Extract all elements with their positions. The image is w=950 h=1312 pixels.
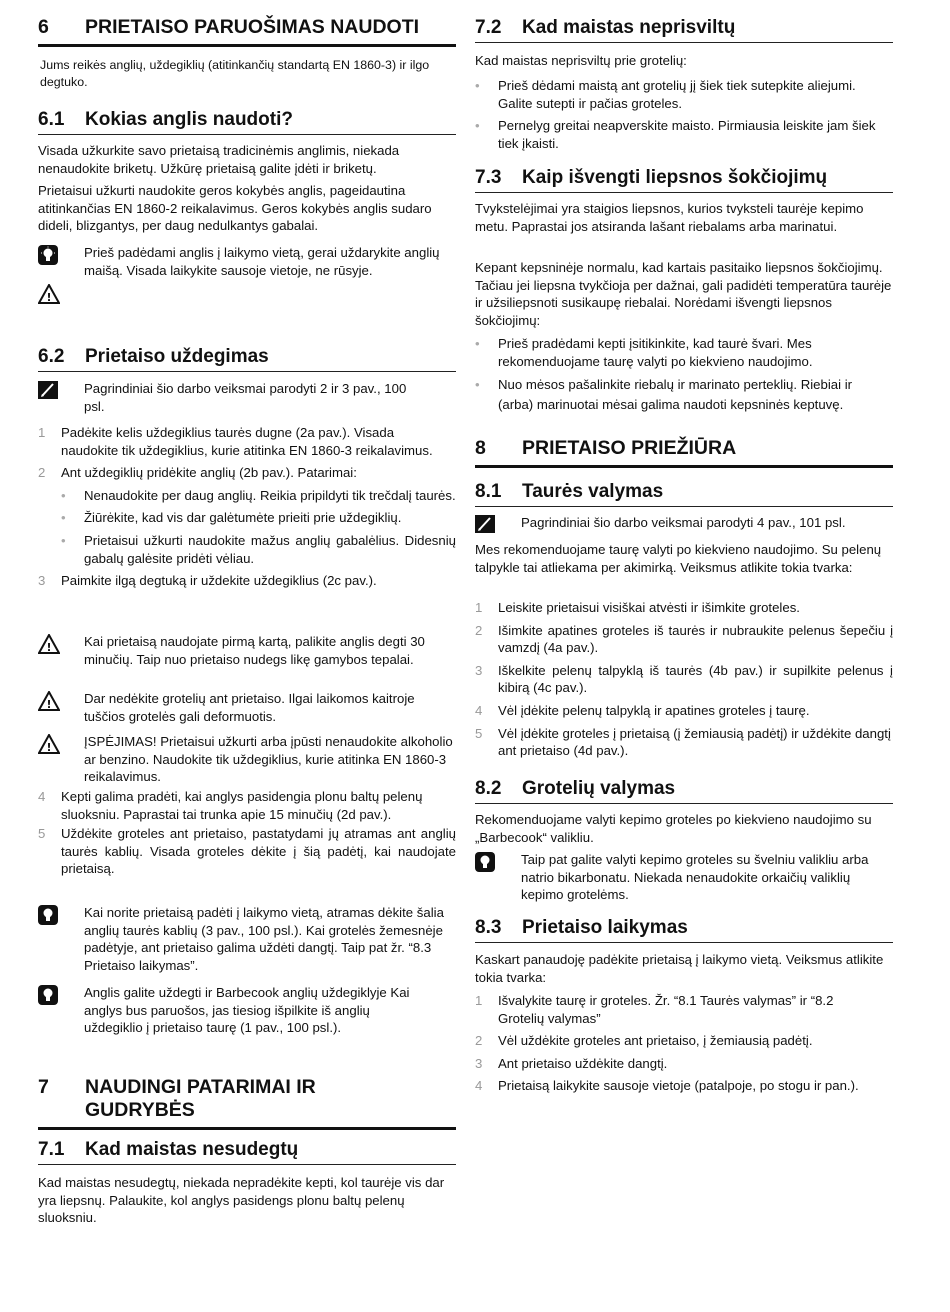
lightbulb-icon [38,904,84,974]
section-6-2-steps [38,424,456,590]
svg-text:!: ! [46,291,52,304]
section-7-heading: 7 NAUDINGI PATARIMAI IR GUDRYBĖS [38,1076,456,1130]
lightbulb-icon [38,984,84,1037]
section-8-2-heading: 8.2 Grotelių valymas [475,777,893,804]
svg-text:!: ! [46,741,52,754]
step-4: 4 Kepti galima pradėti, kai anglys pasidengia plonu baltų pelenų sluoksniu. Paprastai tai trunka apie 15 minučių (2d pav.). [38,789,423,822]
warning-icon [38,633,84,668]
warning-1: ! Kai prietaisą naudojate pirmą kartą, palikite anglis degti 30 minučių. Taip nuo prietaiso nudegs likę gamybos tepalai. [38,633,456,668]
section-6-1-para-2: Prietaisui užkurti naudokite geros kokybės anglis, pageidautina atitinkančias EN 1860-2 reikalavimus. Geros kokybės anglis sudaro dideli, blizgantys, per daug nedulkantys gabalai. [38,183,432,234]
step-1: 1 Leiskite prietaisui visiškai atvėsti ir išimkite groteles. [475,600,800,615]
section-8-3-steps [475,992,893,1095]
section-8-1-para: Mes rekomenduojame taurę valyti po kiekvieno naudojimo. Su pelenų talpykle tai atliekama per akimirką. Veiksmus atlikite tokia tvarka: [475,542,882,575]
section-6-2-note: Pagrindiniai šio darbo veiksmai parodyti 2 ir 3 pav., 100 psl. [38,380,456,415]
section-6-1-heading: 6.1 Kokias anglis naudoti? [38,108,456,135]
section-7-2-bullets [475,77,893,152]
warning-icon [38,733,84,786]
pencil-note-icon [38,380,84,415]
step-4: 4 Prietaisą laikykite sausoje vietoje (patalpoje, po stogu ir pan.). [475,1078,859,1094]
warning-3: ! ĮSPĖJIMAS! Prietaisui užkurti arba įpūsti nenaudokite alkoholio ar benzino. Naudokite tik uždegiklius, kurie atitinka EN 1860-3 reikalavimus. [38,733,456,786]
section-8-3-para: Kaskart panaudoję padėkite prietaisą į laikymo vietą. Veiksmus atlikite tokia tvarka: [475,952,884,985]
section-7-1-para: Kad maistas nesudegtų, niekada nepradėkite kepti, kol taurėje vis dar yra liepsnų. Palaukite, kol anglys pasidengs plonu baltų pelenų sluoksniu. [38,1175,445,1226]
section-7-3-para-2: Kepant kepsninėje normalu, kad kartais pasitaiko liepsnos šokčiojimų. Tačiau jei liepsna tvykčioja per dažnai, gali padidėti temperatūra taurėje ir užsiliepsnoti susikaupę riebalai. Norėdami išvengti liepsnos šokčiojimų: [475,260,892,328]
tip-bullet: • Nenaudokite per daug anglių. Reikia pripildyti tik trečdalį taurės. [61,487,456,503]
step-3: 3 Paimkite ilgą degtuką ir uždekite uždegiklius (2c pav.). [38,573,377,589]
svg-text:!: ! [46,698,52,711]
section-8-heading: 8 PRIETAISO PRIEŽIŪRA [475,437,893,468]
pencil-note-icon [475,514,521,533]
section-6-1-para-1: Visada užkurkite savo prietaisą tradicinėmis anglimis, niekada nenaudokite briketų. Užkūrę prietaisą galite įdėti ir briketų. [38,143,400,176]
step-3: 3 Iškelkite pelenų talpyklą iš taurės (4b pav.) ir supilkite pelenus į kibirą (4c pav.). [475,662,893,696]
svg-text:!: ! [46,641,52,654]
warning-icon [38,284,60,309]
lightbulb-icon [38,244,84,279]
lightbulb-icon [475,851,521,904]
tip-lighter: Anglis galite uždegti ir Barbecook anglių uždegiklyje Kai anglys bus paruošos, jas tiesiog išpilkite iš anglių uždegiklio į prietaiso taurę (1 pav., 100 psl.). [38,984,456,1037]
section-6-intro: Jums reikės anglių, uždegiklių (atitinkančių standartą EN 1860-3) ir ilgo degtuko. [40,58,430,89]
section-8-1-heading: 8.1 Taurės valymas [475,480,893,507]
section-7-3-heading: 7.3 Kaip išvengti liepsnos šokčiojimų [475,166,893,193]
tip-bullet: • Prietaisui užkurti naudokite mažus anglių gabalėlius. Didesnių gabalų galėsite pridėti vėliau. [61,532,456,566]
warning-icon [38,690,84,725]
bullet: • Prieš dėdami maistą ant grotelių jį šiek tiek sutepkite aliejumi. Galite sutepti ir pačias groteles. [475,78,856,111]
section-7-2-heading: 7.2 Kad maistas neprisviltų [475,16,893,43]
warning-2: ! Dar nedėkite grotelių ant prietaiso. Ilgai laikomos kaitroje tuščios grotelės gali deformuotis. [38,690,456,725]
tip-storage: Kai norite prietaisą padėti į laikymo vietą, atramas dėkite šalia anglių taurės kablių (3 pav., 100 psl.). Kai grotelės žemesnėje padėtyje, ant prietaiso galima uždėti dangtį. Taip pat žr. “8.3 Prietaiso laikymas”. [38,904,456,974]
section-6-2-heading: 6.2 Prietaiso uždegimas [38,345,456,372]
section-6-2-steps-cont [38,788,456,878]
bullet: • Prieš pradėdami kepti įsitikinkite, kad taurė švari. Mes rekomenduojame taurę valyti po kiekvieno naudojimo. [475,336,813,369]
section-7-3-para-1: Tvykstelėjimai yra staigios liepsnos, kurios tvyksteli taurėje kepimo metu. Paprastai jos atsiranda lašant riebalams arba marinatui. [475,201,864,234]
step-1: 1 Padėkite kelis uždegiklius taurės dugne (2a pav.). Visada naudokite tik uždegiklius, kurie atitinka EN 1860-3 reikalavimus. [38,425,433,458]
bullet: • Pernelyg greitai neapverskite maisto. Pirmiausia leiskite jam šiek tiek įkaisti. [475,118,876,151]
section-7-3-bullets [475,335,893,415]
section-6-1-tip: Prieš padėdami anglis į laikymo vietą, gerai uždarykite anglių maišą. Visada laikykite sausoje vietoje, ne rūsyje. [38,244,456,279]
section-8-1-steps [475,599,893,760]
bullet: • Nuo mėsos pašalinkite riebalų ir marinato perteklių. Riebiai ir (arba) marinuotai mėsai galima naudoti kepsninės keptuvę. [475,377,853,413]
section-7-2-para: Kad maistas neprisviltų prie grotelių: [475,53,687,68]
step-5: 5 Vėl įdėkite groteles į prietaisą (į žemiausią padėtį) ir uždėkite dangtį ant prietaiso (4d pav.). [475,725,891,759]
section-8-3-heading: 8.3 Prietaiso laikymas [475,916,893,943]
step-4: 4 Vėl įdėkite pelenų talpyklą ir apatines groteles į taurę. [475,702,810,718]
section-8-2-tip: Taip pat galite valyti kepimo groteles su švelniu valikliu arba natrio bikarbonatu. Niekada nenaudokite orkaičių valiklių kepimo grotelėms. [475,851,893,904]
section-6-heading: 6 PRIETAISO PARUOŠIMAS NAUDOTI [38,16,456,47]
section-8-1-note: Pagrindiniai šio darbo veiksmai parodyti 4 pav., 101 psl. [475,514,895,533]
step-2: 2 Vėl uždėkite groteles ant prietaiso, į žemiausią padėtį. [475,1033,813,1049]
section-8-2-para: Rekomenduojame valyti kepimo groteles po kiekvieno naudojimo su „Barbecook“ valikliu. [475,812,872,845]
step-1: 1 Išvalykite taurę ir groteles. Žr. “8.1 Taurės valymas” ir “8.2 Grotelių valymas” [475,993,834,1026]
step-5: 5 Uždėkite groteles ant prietaiso, pastatydami jų atramas ant anglių taurės kablių. Visada groteles dėkite į šią padėtį, kai naudojate prietaisą. [38,826,456,877]
tip-bullet: • Žiūrėkite, kad vis dar galėtumėte prieiti prie uždegiklių. [61,510,402,526]
step-2: 2 Ant uždegiklių pridėkite anglių (2b pav.). Patarimai: [38,465,357,481]
step-2: 2 Išimkite apatines groteles iš taurės ir nubraukite pelenus šepečiu į vamzdį (4a pav.). [475,622,893,656]
step-3: 3 Ant prietaiso uždėkite dangtį. [475,1055,668,1071]
section-7-1-heading: 7.1 Kad maistas nesudegtų [38,1138,456,1165]
